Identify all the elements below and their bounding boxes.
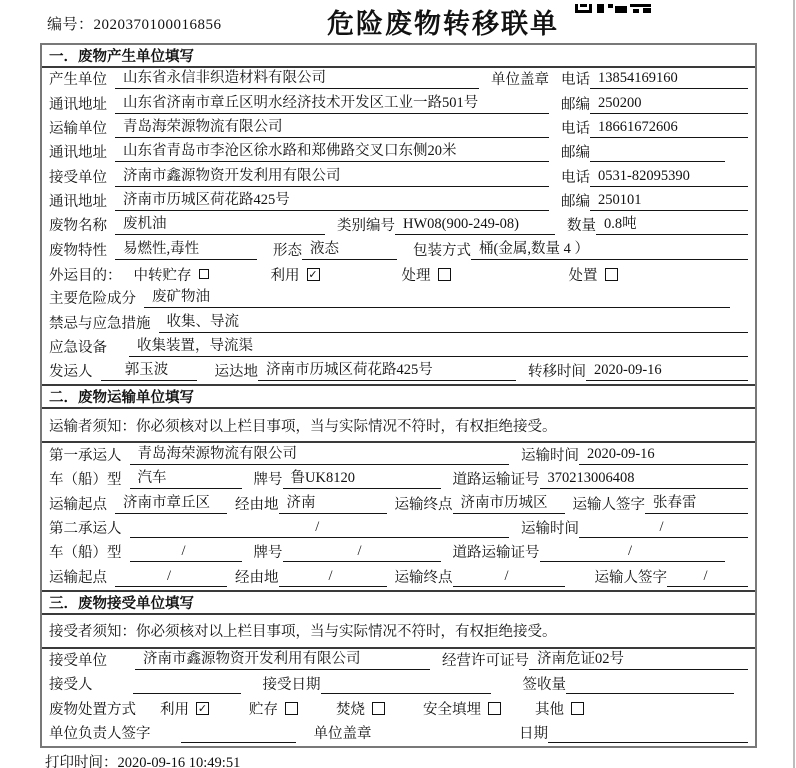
terminus-value: /: [453, 568, 565, 587]
quantity-label: 数量: [567, 218, 596, 235]
transport-time-label: 运输时间: [521, 447, 579, 464]
license-number-value: 济南危证02号: [529, 647, 748, 670]
form-state-value: 液态: [302, 237, 397, 260]
origin-value: 济南市章丘区: [115, 491, 227, 514]
option-store: [249, 698, 298, 719]
receive-date-value: [321, 678, 491, 694]
shipper-label: 发运人: [49, 364, 93, 381]
option-label: 处理: [401, 267, 431, 284]
row-shipper: [42, 360, 755, 384]
page-title: 危险废物转移联单: [327, 9, 559, 39]
emergency-equipment-label: 应急设备: [49, 340, 107, 357]
vehicle-type-value: /: [130, 543, 242, 562]
option-transfer-storage: [134, 264, 209, 285]
option-label: 焚烧: [336, 702, 365, 719]
checkbox-incinerate: [372, 702, 385, 715]
checkbox-utilize: [307, 268, 320, 281]
postcode-value: [590, 146, 725, 162]
receive-date-label: 接受日期: [262, 677, 321, 694]
destination-value: 济南市历城区荷花路425号: [258, 358, 516, 381]
receiver-notice: 接受者须知：你必须核对以上栏目事项，当与实际情况不符时，有权拒绝接受。: [42, 615, 755, 649]
unit-seal-label: 单位盖章: [313, 725, 372, 742]
origin-label: 运输起点: [49, 496, 107, 513]
option-label: 利用: [270, 267, 300, 284]
packaging-value: 桶(金属,数量 4 ）: [471, 237, 748, 260]
transport-unit-value: 青岛海荣源物流有限公司: [115, 115, 549, 138]
signed-quantity-value: [566, 678, 734, 694]
row-first-carrier: [42, 443, 755, 467]
terminus-label: 运输终点: [394, 569, 453, 586]
option-other: [535, 698, 584, 719]
row-receiving-address: [42, 190, 755, 214]
road-permit-label: 道路运输证号: [452, 545, 540, 562]
option-label: 贮存: [249, 702, 278, 719]
row-receiving-unit: [42, 165, 755, 189]
transfer-time-value: 2020-09-16: [586, 362, 748, 381]
transporter-signature-label: 运输人签字: [594, 569, 667, 586]
option-label: 其他: [535, 702, 564, 719]
row-contraindications: [42, 311, 755, 335]
option-treat: [402, 264, 451, 285]
option-dispose: [569, 264, 618, 285]
postcode-value: 250200: [590, 95, 748, 114]
row-disposal-method: [42, 697, 755, 721]
phone-value: 18661672606: [590, 119, 748, 138]
section3-header: 三．废物接受单位填写: [42, 590, 755, 615]
contraindications-label: 禁忌与应急措施: [49, 315, 151, 332]
document-number-label: 编号：: [47, 17, 94, 33]
second-carrier-label: 第二承运人: [49, 520, 122, 537]
postcode-value: 250101: [590, 192, 748, 211]
row-second-carrier: [42, 517, 755, 541]
plate-number-value: /: [283, 543, 441, 562]
waste-name-value: 废机油: [115, 212, 325, 235]
plate-number-value: 鲁UK8120: [283, 466, 441, 489]
outbound-purpose-label: 外运目的：: [49, 267, 122, 284]
option-label: 利用: [160, 702, 189, 719]
row-transport-unit: [42, 117, 755, 141]
checkbox-utilize: [196, 702, 209, 715]
origin-value: /: [115, 568, 227, 587]
first-carrier-label: 第一承运人: [49, 447, 122, 464]
address-value: 山东省济南市章丘区明水经济技术开发区工业一路501号: [115, 91, 549, 114]
checkbox-treat: [438, 268, 451, 281]
form-state-label: 形态: [273, 242, 302, 259]
option-utilize: [160, 698, 209, 719]
quantity-value: 0.8吨: [596, 212, 748, 235]
transport-time-value: 2020-09-16: [579, 446, 748, 465]
row-outbound-purpose: [42, 263, 755, 287]
row-responsible-signature: [42, 722, 755, 746]
row-waste-name: [42, 214, 755, 238]
phone-label: 电话: [561, 169, 590, 186]
checkbox-dispose: [605, 268, 618, 281]
checkbox-transfer-storage: [199, 269, 209, 279]
row-receiver: [42, 673, 755, 697]
vehicle-type-value: 汽车: [130, 466, 242, 489]
address-value: 济南市历城区荷花路425号: [115, 188, 549, 211]
vehicle-type-label: 车（船）型: [49, 472, 122, 489]
receiver-label: 接受人: [49, 677, 93, 694]
license-number-label: 经营许可证号: [442, 652, 529, 669]
date-value: [548, 727, 748, 743]
generating-unit-label: 产生单位: [49, 72, 107, 89]
option-utilize: [271, 264, 320, 285]
destination-label: 运达地: [214, 364, 258, 381]
transporter-signature-label: 运输人签字: [572, 496, 645, 513]
receiver-value: [133, 678, 241, 694]
transfer-time-label: 转移时间: [528, 364, 586, 381]
emergency-equipment-value: 收集装置，导流渠: [129, 334, 748, 357]
row-transport-route-2: [42, 565, 755, 589]
via-value: /: [279, 568, 387, 587]
via-label: 经由地: [235, 496, 279, 513]
road-permit-value: /: [540, 543, 725, 562]
row-waste-characteristics: [42, 238, 755, 262]
address-label: 通讯地址: [49, 96, 107, 113]
waste-characteristics-label: 废物特性: [49, 242, 107, 259]
row-vehicle-type-1: [42, 468, 755, 492]
phone-value: 13854169160: [590, 70, 748, 89]
unit-seal-label: 单位盖章: [491, 72, 549, 89]
origin-label: 运输起点: [49, 569, 107, 586]
road-permit-value: 370213006408: [540, 470, 749, 489]
responsible-signature-value: [181, 727, 296, 743]
transporter-notice: 运输者须知：你必须核对以上栏目事项，当与实际情况不符时，有权拒绝接受。: [42, 409, 755, 443]
address-value: 山东省青岛市李沧区徐水路和郑佛路交叉口东侧20米: [115, 139, 549, 162]
address-label: 通讯地址: [49, 145, 107, 162]
option-incinerate: [336, 698, 385, 719]
transporter-signature-value: 张春雷: [645, 491, 748, 514]
plate-number-label: 牌号: [253, 472, 283, 489]
category-code-label: 类别编号: [337, 218, 395, 235]
checkbox-store: [285, 702, 298, 715]
road-permit-label: 道路运输证号: [452, 472, 540, 489]
print-time-value: 2020-09-16 10:49:51: [117, 755, 241, 768]
contraindications-value: 收集、导流: [159, 310, 749, 333]
row-generating-unit: [42, 68, 755, 92]
check-mark: ✓: [197, 702, 208, 716]
shipper-value: 郭玉波: [101, 358, 197, 381]
postcode-label: 邮编: [561, 194, 590, 211]
vehicle-type-label: 车（船）型: [49, 545, 122, 562]
receiving-unit-value: 济南市鑫源物资开发利用有限公司: [135, 647, 430, 670]
phone-label: 电话: [561, 121, 590, 138]
option-label: 中转贮存: [133, 267, 192, 284]
plate-number-label: 牌号: [253, 545, 283, 562]
signed-quantity-label: 签收量: [522, 677, 566, 694]
print-time-label: 打印时间：: [45, 755, 118, 768]
transport-time-label: 运输时间: [521, 520, 579, 537]
terminus-label: 运输终点: [394, 496, 453, 513]
row-transport-route-1: [42, 492, 755, 516]
responsible-signature-label: 单位负责人签字: [49, 725, 151, 742]
option-label: 处置: [568, 267, 598, 284]
section1-header: 一．废物产生单位填写: [42, 45, 755, 68]
transport-unit-label: 运输单位: [49, 121, 107, 138]
section2-header: 二．废物运输单位填写: [42, 384, 755, 409]
waste-name-label: 废物名称: [49, 218, 107, 235]
address-label: 通讯地址: [49, 194, 107, 211]
second-carrier-value: /: [130, 519, 510, 538]
via-value: 济南: [279, 491, 387, 514]
date-label: 日期: [519, 725, 548, 742]
generating-unit-value: 山东省永信非织造材料有限公司: [115, 66, 479, 89]
receiving-unit-value: 济南市鑫源物资开发利用有限公司: [115, 164, 549, 187]
waste-characteristics-value: 易燃性,毒性: [115, 237, 257, 260]
main-hazard-label: 主要危险成分: [49, 291, 136, 308]
receiving-unit-label: 接受单位: [49, 652, 107, 669]
row-generating-address: [42, 92, 755, 116]
qr-code-partial-icon: [575, 0, 651, 9]
phone-value: 0531-82095390: [590, 168, 748, 187]
page-right-edge: [793, 0, 795, 768]
checkbox-other: [571, 702, 584, 715]
row-transport-address: [42, 141, 755, 165]
postcode-label: 邮编: [561, 96, 590, 113]
terminus-value: 济南市历城区: [453, 491, 565, 514]
row-vehicle-type-2: [42, 541, 755, 565]
row-emergency-equipment: [42, 336, 755, 360]
phone-label: 电话: [561, 72, 590, 89]
first-carrier-value: 青岛海荣源物流有限公司: [130, 442, 510, 465]
transporter-signature-value: /: [667, 568, 748, 587]
category-code-value: HW08(900-249-08): [395, 216, 555, 235]
packaging-label: 包装方式: [413, 242, 471, 259]
transport-time-value: /: [579, 519, 748, 538]
via-label: 经由地: [235, 569, 279, 586]
disposal-method-label: 废物处置方式: [49, 702, 136, 719]
option-label: 安全填埋: [423, 702, 481, 719]
print-time: [45, 751, 240, 768]
row-receiving-unit-s3: [42, 649, 755, 673]
check-mark: ✓: [308, 267, 318, 281]
checkbox-landfill: [488, 702, 501, 715]
receiving-unit-label: 接受单位: [49, 169, 107, 186]
postcode-label: 邮编: [561, 145, 590, 162]
manifest-form-table: [40, 43, 757, 748]
main-hazard-value: 废矿物油: [144, 285, 730, 308]
document-number-value: 2020370100016856: [93, 17, 222, 33]
row-main-hazard: [42, 287, 755, 311]
option-landfill: [423, 698, 501, 719]
